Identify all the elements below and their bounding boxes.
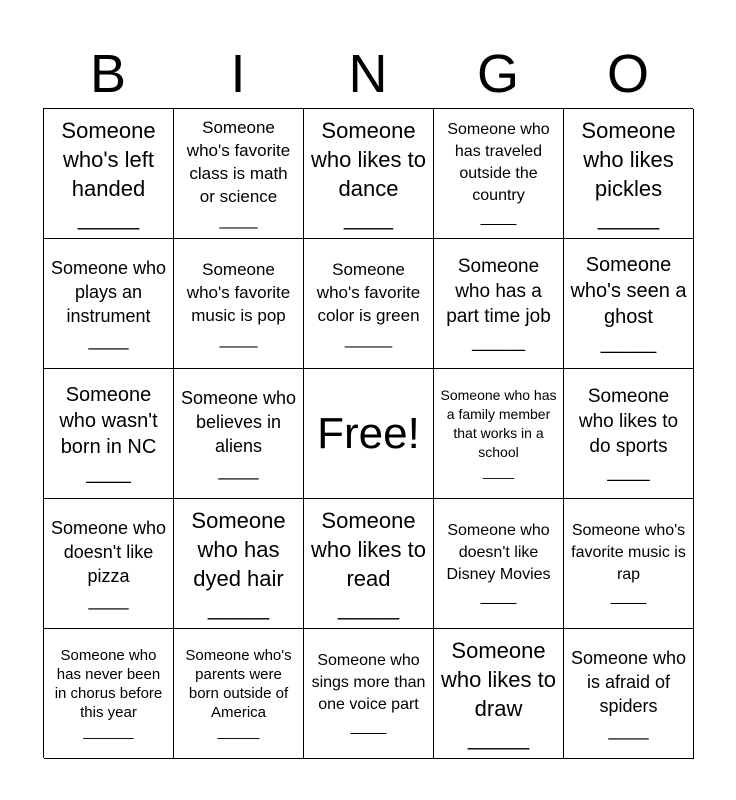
bingo-cell — [434, 109, 564, 239]
cell-text: Someone who's favorite music is pop ____ — [186, 259, 291, 348]
cell-text: Someone who sings more than one voice part ____ — [311, 651, 426, 735]
bingo-cell — [564, 499, 694, 629]
header-letter-o: O — [606, 44, 649, 104]
bingo-cell — [44, 239, 174, 369]
cell-text: Someone who plays an instrument ____ — [50, 257, 167, 350]
cell-text: Someone who likes to do sports ____ — [578, 385, 679, 482]
cell-text: Someone who's favorite class is math or science ____ — [186, 118, 291, 229]
bingo-cell — [44, 369, 174, 499]
cell-text: Someone who believes in aliens ____ — [180, 387, 297, 480]
cell-text: Someone who doesn't like Disney Movies ____ — [446, 521, 551, 605]
header-letter-g: G — [476, 44, 519, 104]
cell-text: Someone who has dyed hair _____ — [191, 507, 286, 620]
cell-text: Someone who has traveled outside the country ____ — [447, 120, 550, 226]
free-space — [304, 369, 434, 499]
header-letter-n: N — [348, 44, 388, 104]
cell-text: Someone who doesn't like pizza ____ — [50, 517, 167, 610]
header-letter-b: B — [89, 44, 127, 104]
cell-text: Someone who's parents were born outside of America _____ — [185, 647, 292, 740]
bingo-header — [43, 40, 693, 108]
header-letter-i: I — [230, 44, 246, 104]
bingo-cell — [304, 109, 434, 239]
bingo-cell — [304, 499, 434, 629]
bingo-cell — [174, 239, 304, 369]
cell-text: Someone who's left handed _____ — [61, 117, 156, 230]
cell-text: Someone who has never been in chorus before this year ______ — [54, 647, 163, 740]
bingo-cell — [304, 239, 434, 369]
cell-text: Someone who wasn't born in NC ____ — [59, 383, 158, 484]
bingo-cell — [44, 109, 174, 239]
bingo-cell — [304, 629, 434, 759]
bingo-cell — [434, 239, 564, 369]
bingo-cell — [434, 369, 564, 499]
free-space-label: Free! — [317, 408, 420, 458]
bingo-cell — [564, 369, 694, 499]
bingo-cell — [174, 369, 304, 499]
cell-text: Someone who's seen a ghost _____ — [570, 253, 687, 354]
cell-text: Someone who has a family member that works in a school ____ — [440, 387, 557, 479]
bingo-grid — [43, 108, 693, 758]
bingo-cell — [564, 109, 694, 239]
cell-text: Someone who is afraid of spiders ____ — [570, 647, 687, 740]
bingo-cell — [44, 499, 174, 629]
bingo-cell — [44, 629, 174, 759]
bingo-cell — [564, 239, 694, 369]
bingo-cell — [174, 109, 304, 239]
bingo-cell — [174, 629, 304, 759]
cell-text: Someone who likes to dance ____ — [311, 117, 426, 230]
bingo-cell — [564, 629, 694, 759]
cell-text: Someone who likes pickles _____ — [581, 117, 676, 230]
cell-text: Someone who's favorite music is rap ____ — [571, 521, 686, 605]
bingo-cell — [434, 629, 564, 759]
cell-text: Someone who likes to draw _____ — [441, 637, 556, 750]
cell-text: Someone who likes to read _____ — [311, 507, 426, 620]
bingo-cell — [434, 499, 564, 629]
cell-text: Someone who has a part time job _____ — [446, 255, 551, 352]
bingo-cell — [174, 499, 304, 629]
cell-text: Someone who's favorite color is green _____ — [316, 259, 421, 348]
